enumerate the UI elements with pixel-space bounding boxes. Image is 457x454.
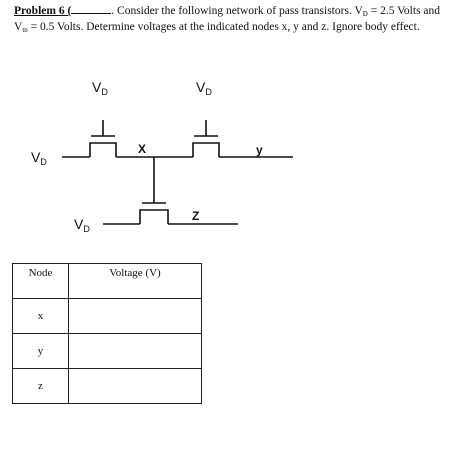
header-voltage: Voltage (V) (69, 264, 202, 299)
voltage-cell[interactable] (69, 299, 202, 334)
node-cell: z (13, 369, 69, 404)
answer-table (12, 263, 202, 404)
voltage-cell[interactable] (69, 334, 202, 369)
bottom-vd-label: $V_D$ (74, 216, 90, 234)
voltage-cell[interactable] (69, 369, 202, 404)
transistor3-channel (140, 210, 168, 224)
gate1-vd-label: $V_D$ (92, 79, 108, 97)
node-y-label: y (256, 143, 263, 157)
left-vd-label: $V_D$ (31, 149, 47, 167)
points-blank (71, 4, 111, 14)
problem-intro: . Consider the following network of pass transistors. V (111, 5, 363, 17)
problem-eq1: = 2.5 Volts and V (14, 5, 441, 33)
problem-statement (14, 4, 446, 37)
transistor1-channel (90, 143, 116, 157)
node-cell: x (13, 299, 69, 334)
table-header-row (13, 264, 202, 299)
table-row (13, 369, 202, 404)
transistor2-channel (193, 143, 219, 157)
vd-subscript: D (362, 10, 368, 18)
pass-transistor-circuit (0, 66, 457, 246)
node-cell: y (13, 334, 69, 369)
table-row (13, 299, 202, 334)
table-row (13, 334, 202, 369)
node-x-label: X (138, 142, 147, 156)
gate2-vd-label: $V_D$ (196, 79, 212, 97)
header-node: Node (13, 264, 69, 299)
vtn-subscript: tn (22, 26, 28, 34)
problem-eq2: = 0.5 Volts. Determine voltages at the indicated nodes x, y and z. Ignore body effect. (27, 21, 420, 33)
node-z-label: Z (192, 209, 200, 223)
problem-heading: Problem 6 ( (14, 5, 72, 17)
